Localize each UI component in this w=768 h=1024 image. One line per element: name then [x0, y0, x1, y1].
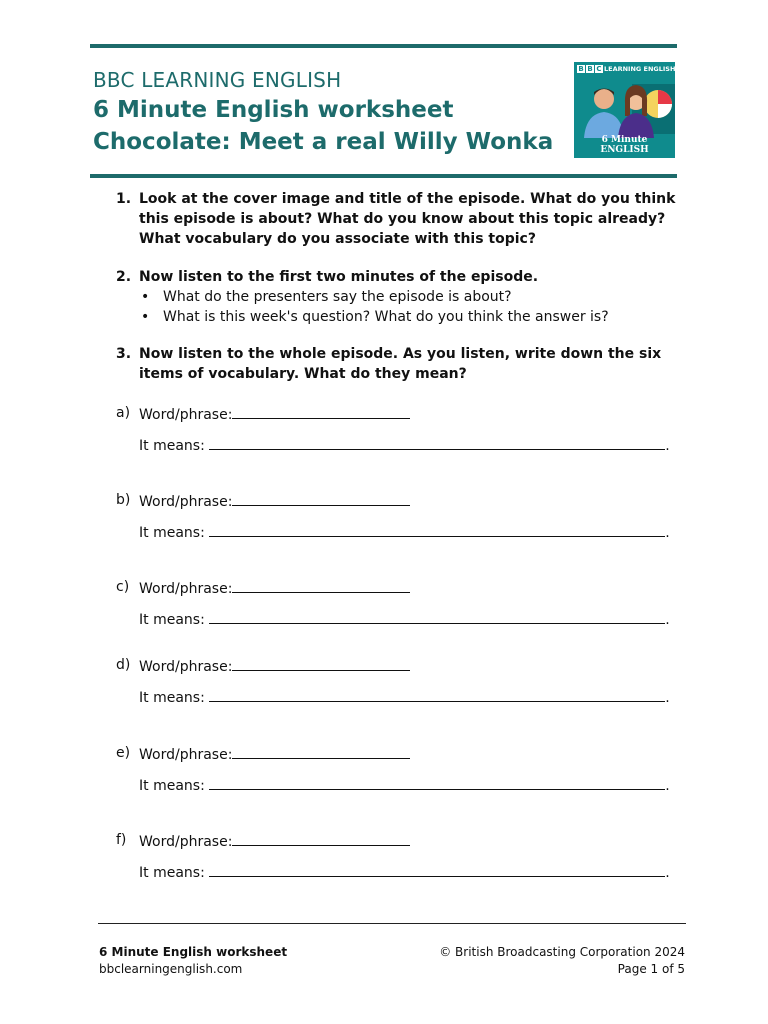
footer-page-number: Page 1 of 5 — [617, 962, 685, 976]
header-bottom-rule — [90, 174, 677, 178]
brand-name: BBC LEARNING ENGLISH — [93, 68, 342, 92]
means-label: It means: — [139, 690, 205, 706]
vocab-item-f — [116, 830, 676, 883]
means-label: It means: — [139, 612, 205, 628]
footer-website: bbclearningenglish.com — [99, 962, 243, 976]
vocab-item-d — [116, 655, 676, 708]
worksheet-header — [93, 66, 563, 158]
vocab-item-b — [116, 490, 676, 543]
means-blank[interactable] — [209, 861, 665, 877]
end-mark: . — [665, 690, 670, 706]
bullet-text: What is this week's question? What do you think the answer is? — [163, 309, 609, 325]
episode-title: Chocolate: Meet a real Willy Wonka — [93, 129, 554, 155]
end-mark: . — [665, 865, 670, 881]
footer-worksheet-name: 6 Minute English worksheet — [99, 945, 288, 959]
end-mark: . — [665, 612, 670, 628]
vocab-letter: d) — [116, 657, 131, 673]
vocab-letter: a) — [116, 405, 131, 421]
word-blank[interactable] — [232, 577, 410, 593]
vocab-item-c — [116, 577, 676, 630]
word-blank[interactable] — [232, 403, 410, 419]
vocab-letter: e) — [116, 745, 131, 761]
footer-rule — [98, 923, 686, 924]
means-blank[interactable] — [209, 608, 665, 624]
end-mark: . — [665, 438, 670, 454]
bullet-item — [139, 307, 676, 327]
bullet-text: What do the presenters say the episode is about? — [163, 289, 512, 305]
means-label: It means: — [139, 525, 205, 541]
vocab-item-a — [116, 403, 676, 456]
question-text: Now listen to the first two minutes of the episode. — [139, 269, 539, 285]
footer-left — [99, 944, 287, 978]
question-text: Look at the cover image and title of the episode. What do you think this episode is about? What do you know about this topic already? What vocabulary do you associate with this topic? — [139, 191, 676, 247]
question-number: 3. — [116, 346, 132, 362]
cover-badge-line1: 6 Minute — [601, 135, 648, 145]
word-blank[interactable] — [232, 830, 410, 846]
word-blank[interactable] — [232, 490, 410, 506]
bullet-icon: • — [141, 289, 150, 305]
word-label: Word/phrase: — [139, 747, 233, 763]
vocab-letter: f) — [116, 832, 127, 848]
question-2 — [116, 267, 676, 327]
means-blank[interactable] — [209, 686, 665, 702]
word-blank[interactable] — [232, 655, 410, 671]
cover-label: LEARNING ENGLISH — [604, 65, 675, 73]
vocab-letter: b) — [116, 492, 131, 508]
word-label: Word/phrase: — [139, 407, 233, 423]
question-number: 2. — [116, 269, 132, 285]
bbc-letter: B — [578, 65, 584, 73]
word-label: Word/phrase: — [139, 659, 233, 675]
end-mark: . — [665, 525, 670, 541]
vocab-item-e — [116, 743, 676, 796]
question-1 — [116, 189, 676, 249]
bullet-item — [139, 287, 676, 307]
header-top-rule — [90, 44, 677, 48]
word-label: Word/phrase: — [139, 581, 233, 597]
question-number: 1. — [116, 191, 132, 207]
footer-right — [439, 944, 685, 978]
means-blank[interactable] — [209, 774, 665, 790]
means-blank[interactable] — [209, 434, 665, 450]
bullet-icon: • — [141, 309, 150, 325]
footer-copyright: © British Broadcasting Corporation 2024 — [439, 945, 685, 959]
bbc-logo — [577, 65, 603, 73]
end-mark: . — [665, 778, 670, 794]
bullet-list — [139, 287, 676, 327]
bbc-letter: C — [596, 65, 602, 73]
question-text: Now listen to the whole episode. As you listen, write down the six items of vocabulary. What do they mean? — [139, 346, 662, 382]
episode-cover-image — [574, 62, 675, 158]
word-label: Word/phrase: — [139, 834, 233, 850]
word-blank[interactable] — [232, 743, 410, 759]
worksheet-title: 6 Minute English worksheet — [93, 97, 454, 123]
cover-badge — [574, 135, 675, 155]
bbc-letter: B — [587, 65, 593, 73]
means-label: It means: — [139, 438, 205, 454]
means-label: It means: — [139, 778, 205, 794]
cover-badge-line2: ENGLISH — [600, 145, 649, 155]
means-blank[interactable] — [209, 521, 665, 537]
vocab-letter: c) — [116, 579, 130, 595]
word-label: Word/phrase: — [139, 494, 233, 510]
means-label: It means: — [139, 865, 205, 881]
question-3 — [116, 344, 676, 384]
